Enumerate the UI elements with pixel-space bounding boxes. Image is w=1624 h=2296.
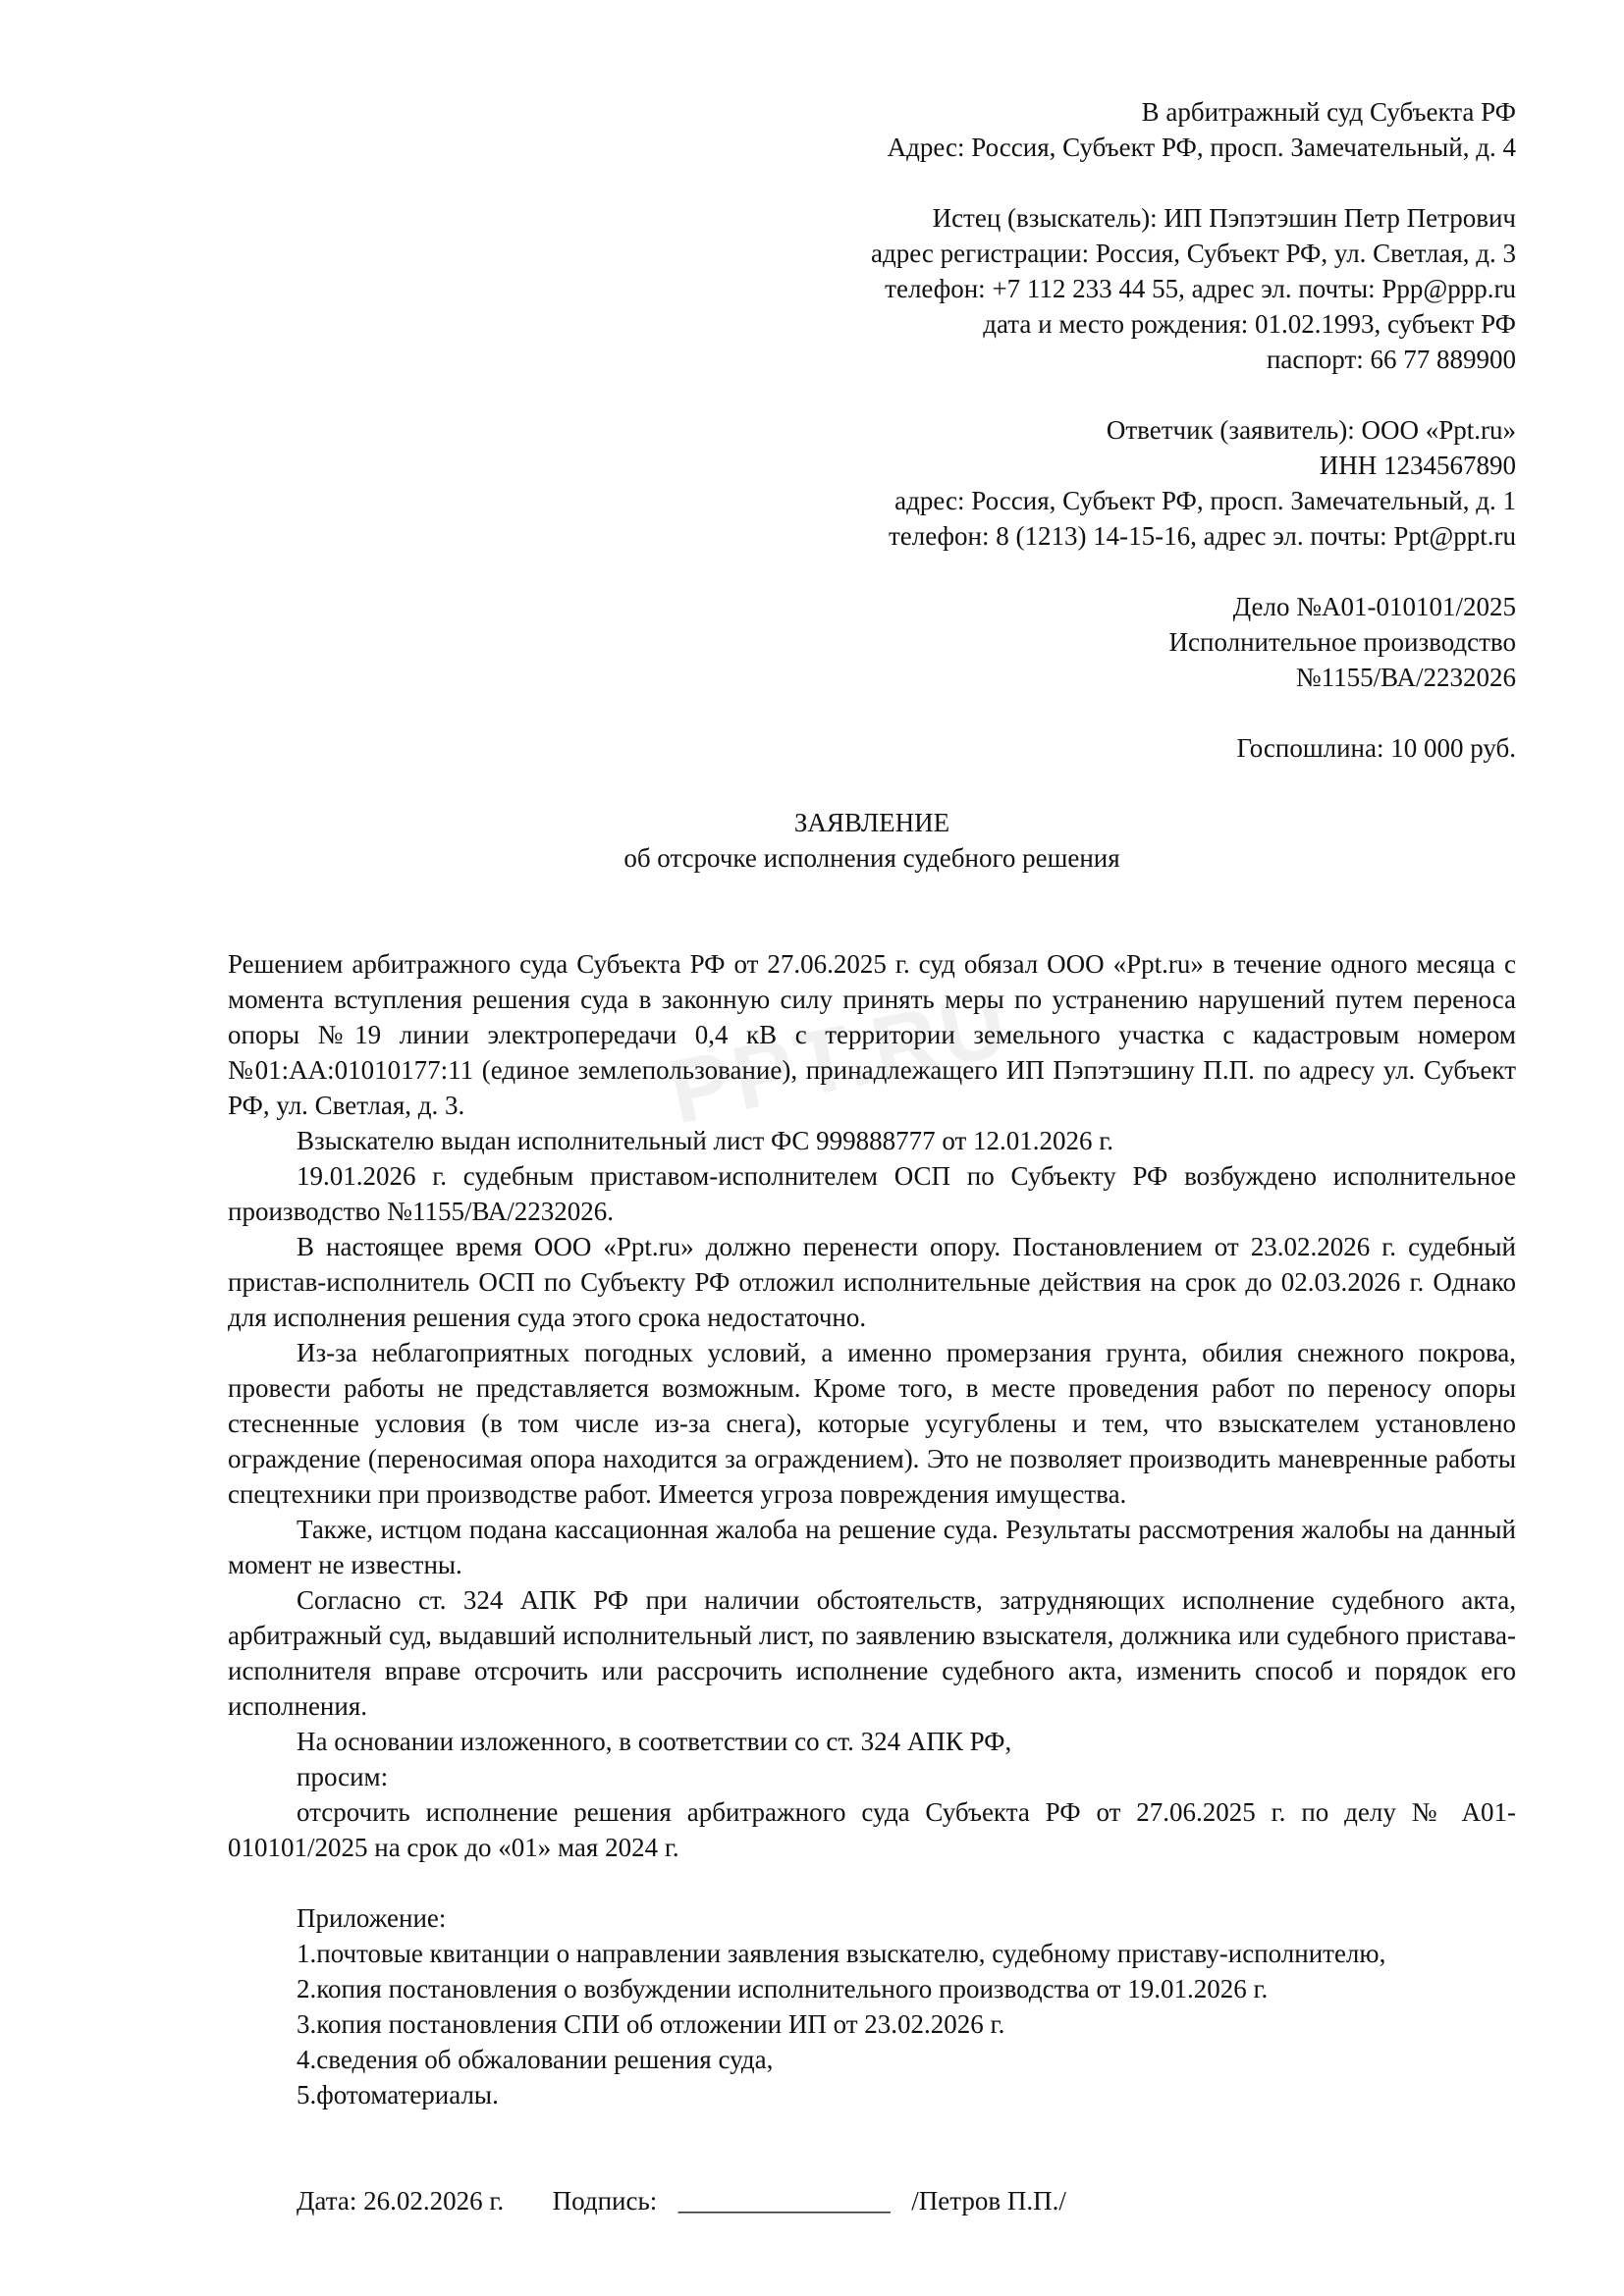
watermark: PPT.RU [661,973,1019,1144]
header-case [228,589,1516,695]
signature-block [297,2183,1516,2218]
document-page [228,94,1516,2218]
plaintiff-contacts: телефон: +7 112 233 44 55, адрес эл. почты: Ppp@ppp.ru [885,274,1516,303]
attachment-item: 5.фотоматериалы. [297,2080,499,2109]
signature-date: Дата: 26.02.2026 г. [297,2186,505,2216]
paragraph-text: Решением арбитражного суда Субъекта РФ от 27.06.2025 г. суд обязал ООО «Ppt.ru» в течение одного месяца с момента вступления решения суда в законную силу принять меры по устранению нарушений путем переноса опоры №19 линии электропередачи 0,4 кВ с территории земельного участка с кадастровым номером №01:АА:01010177:11 (единое землепользование), принадлежащего ИП Пэпэтэшину П.П. по адресу ул. Субъект РФ, ул. Светлая, д. 3. [228,949,1516,1120]
paragraph: Также, истцом подана кассационная жалоба на решение суда. Результаты рассмотрения жалобы на данный момент не известны. [228,1515,1516,1579]
attachment-item: 1.почтовые квитанции о направлении заявления взыскателю, судебному приставу-исполнителю, [297,1939,1386,1968]
attachments [228,1900,1516,2112]
case-number: Дело №А01-010101/2025 [1232,592,1516,621]
attachments-heading: Приложение: [297,1903,447,1933]
paragraph: На основании изложенного, в соответствии со ст. 324 АПК РФ, [297,1727,1012,1756]
court-address: Адрес: Россия, Субъект РФ, просп. Замечательный, д. 4 [887,133,1516,162]
state-fee: Госпошлина: 10 000 руб. [1236,733,1516,763]
plaintiff-birth: дата и место рождения: 01.02.1993, субъект РФ [983,309,1516,339]
title-main: ЗАЯВЛЕНИЕ [793,808,950,837]
plaintiff-address: адрес регистрации: Россия, Субъект РФ, ул. Светлая, д. 3 [871,239,1516,268]
paragraph: просим: [297,1762,389,1791]
enforcement-label: Исполнительное производство [1168,627,1516,657]
paragraph: 19.01.2026 г. судебным приставом-исполнителем ОСП по Субъекту РФ возбуждено исполнительное производство №1155/ВА/2232026. [228,1161,1516,1226]
attachment-item: 2.копия постановления о возбуждении исполнительного производства от 19.01.2026 г. [297,1974,1269,2003]
attachment-item: 4.сведения об обжаловании решения суда, [297,2045,774,2074]
paragraph: В настоящее время ООО «Ppt.ru» должно перенести опору. Постановлением от 23.02.2026 г. судебный пристав-исполнитель ОСП по Субъекту РФ отложил исполнительные действия на срок до 02.03.2026 г. Однако для исполнения решения суда этого срока недостаточно. [228,1232,1516,1332]
paragraph: Взыскателю выдан исполнительный лист ФС 999888777 от 12.01.2026 г. [297,1126,1114,1155]
court-name: В арбитражный суд Субъекта РФ [1141,97,1516,127]
plaintiff-name: Истец (взыскатель): ИП Пэпэтэшин Петр Петрович [932,203,1516,233]
title-sub: об отсрочке исполнения судебного решения [623,843,1120,873]
signature-name: /Петров П.П./ [911,2186,1066,2216]
defendant-address: адрес: Россия, Субъект РФ, просп. Замечательный, д. 1 [894,486,1516,515]
document-title [228,805,1516,876]
enforcement-number: №1155/ВА/2232026 [1295,663,1516,692]
header-fee [228,730,1516,766]
plaintiff-passport: паспорт: 66 77 889900 [1266,345,1516,374]
request-paragraph: отсрочить исполнение решения арбитражного суда Субъекта РФ от 27.06.2025 г. по делу № А01-010101/2025 на срок до «01» мая 2024 г. [228,1797,1516,1862]
header-addressee [228,94,1516,165]
attachment-item: 3.копия постановления СПИ об отложении ИП от 23.02.2026 г. [297,2009,1005,2039]
paragraph: Из-за неблагоприятных погодных условий, а именно промерзания грунта, обилия снежного покрова, провести работы не представляется возможным. Кроме того, в месте проведения работ по переносу опоры стесненные условия (в том числе из-за снега), которые усугублены и тем, что взыскателем установлено ограждение (переносимая опора находится за ограждением). Это не позволяет производить маневренные работы спецтехники при производстве работ. Имеется угроза повреждения имущества. [228,1338,1516,1509]
signature-label: Подпись: [552,2186,658,2216]
header-defendant [228,412,1516,554]
defendant-name: Ответчик (заявитель): ООО «Ppt.ru» [1106,415,1516,445]
signature-line: ________________ [677,2186,891,2216]
paragraph: Согласно ст. 324 АПК РФ при наличии обстоятельств, затрудняющих исполнение судебного акта, арбитражный суд, выдавший исполнительный лист, по заявлению взыскателя, должника или судебного пристава-исполнителя вправе отсрочить или рассрочить исполнение судебного акта, изменить способ и порядок его исполнения. [228,1585,1516,1721]
header-plaintiff [228,200,1516,377]
defendant-contacts: телефон: 8 (1213) 14-15-16, адрес эл. почты: Ppt@ppt.ru [888,521,1516,551]
document-body-rest [228,1123,1516,1865]
defendant-inn: ИНН 1234567890 [1319,451,1516,480]
